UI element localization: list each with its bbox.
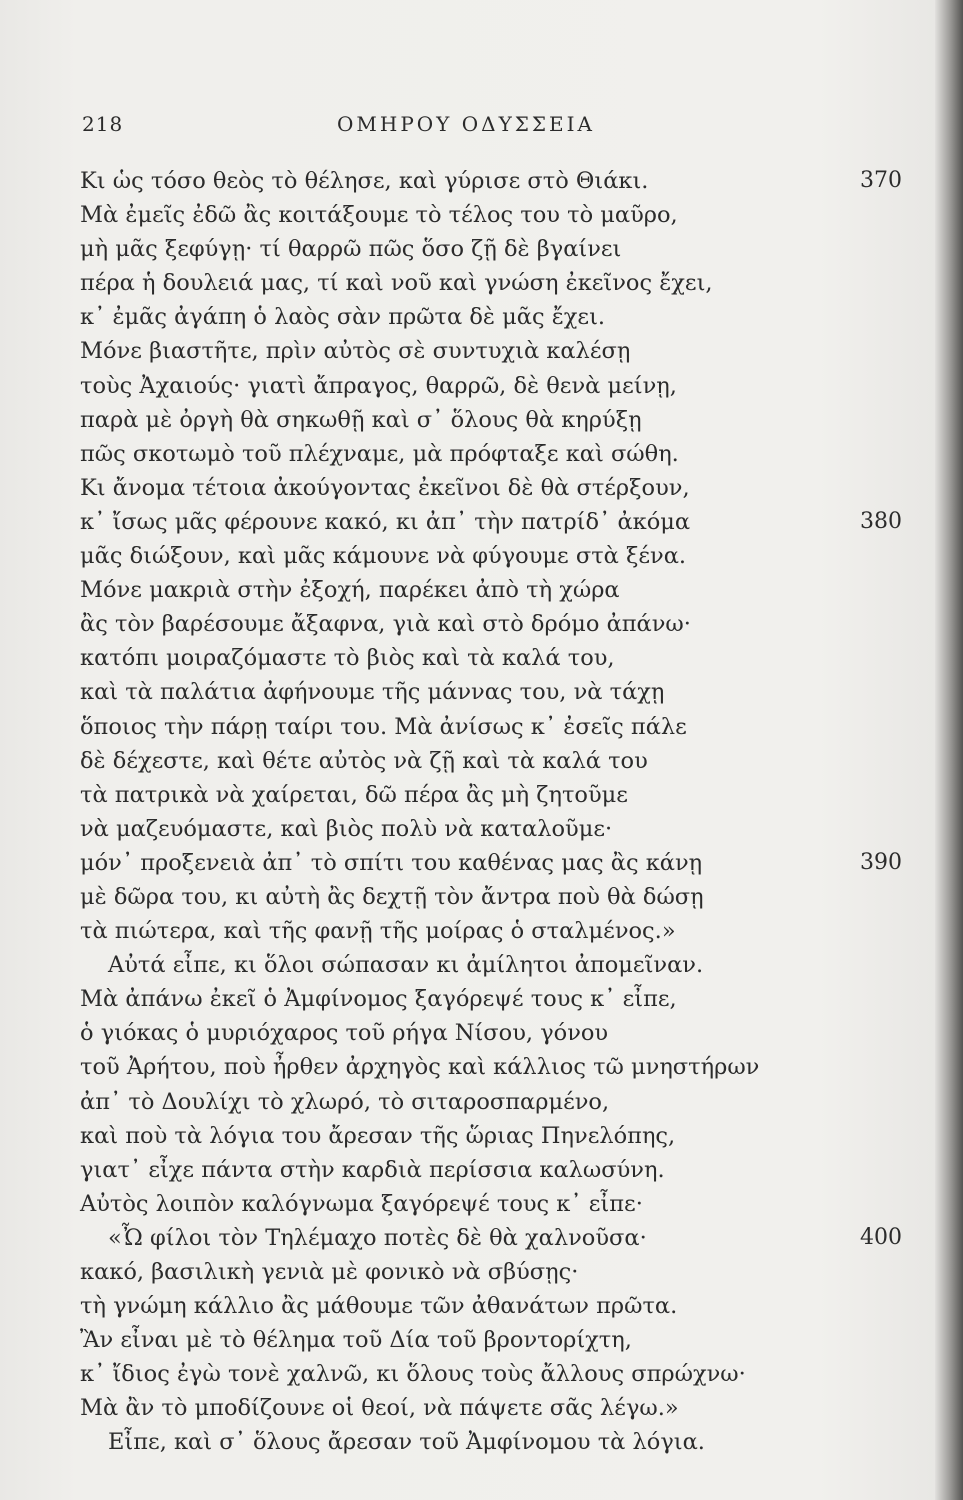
verse-text: γιατ᾽ εἶχε πάντα στὴν καρδιὰ περίσσια καλωσύνη.	[80, 1156, 665, 1183]
line-number: 370	[860, 168, 902, 193]
verse-text: παρὰ μὲ ὀργὴ θὰ σηκωθῇ καὶ σ᾽ ὅλους θὰ κηρύξῃ	[80, 406, 642, 433]
verse-line	[0, 1425, 935, 1459]
poem-text	[0, 164, 935, 1460]
page-header	[82, 112, 882, 146]
verse-line	[0, 1357, 935, 1391]
verse-text: κατόπι μοιραζόμαστε τὸ βιὸς καὶ τὰ καλά του,	[80, 645, 615, 672]
verse-line	[0, 914, 935, 948]
verse-line	[0, 778, 935, 812]
verse-text: πῶς σκοτωμὸ τοῦ πλέχναμε, μὰ πρόφταξε καὶ σώθη.	[80, 440, 679, 467]
verse-text: τὰ πατρικὰ νὰ χαίρεται, δῶ πέρα ἂς μὴ ζητοῦμε	[80, 781, 628, 808]
verse-line	[0, 812, 935, 846]
verse-text: τὰ πιώτερα, καὶ τῆς φανῇ τῆς μοίρας ὁ σταλμένος.»	[80, 918, 676, 945]
verse-line	[0, 880, 935, 914]
verse-line	[0, 539, 935, 573]
verse-line	[0, 164, 935, 198]
running-title: ΟΜΗΡΟΥ ΟΔΥΣΣΕΙΑ	[337, 112, 595, 136]
line-number: 390	[860, 849, 902, 875]
verse-line	[0, 846, 935, 880]
line-number: 380	[860, 508, 902, 534]
verse-text: πέρα ἡ δουλειά μας, τί καὶ νοῦ καὶ γνώση ἐκεῖνος ἔχει,	[80, 270, 713, 297]
verse-line	[0, 1391, 935, 1425]
verse-line	[0, 505, 935, 539]
verse-text: κ᾽ ἴδιος ἐγὼ τονὲ χαλνῶ, κι ὅλους τοὺς ἄλλους σπρώχνω·	[80, 1361, 746, 1388]
verse-text: ἂς τὸν βαρέσουμε ἄξαφνα, γιὰ καὶ στὸ δρόμο ἀπάνω·	[80, 611, 691, 638]
verse-text: κακό, βασιλικὴ γενιὰ μὲ φονικὸ νὰ σβύσῃς·	[80, 1259, 579, 1285]
verse-text: τοῦ Ἀρήτου, ποὺ ἦρθεν ἀρχηγὸς καὶ κάλλιος τῶ μνηστήρων	[80, 1054, 760, 1081]
verse-text: Κι ἄνομα τέτοια ἀκούγοντας ἐκεῖνοι δὲ θὰ στέρξουν,	[80, 474, 690, 501]
verse-text: τὴ γνώμη κάλλιο ἂς μάθουμε τῶν ἀθανάτων πρῶτα.	[80, 1293, 678, 1320]
page-number: 218	[82, 112, 124, 136]
verse-text: Ἂν εἶναι μὲ τὸ θέλημα τοῦ Δία τοῦ βροντορίχτη,	[80, 1327, 632, 1354]
verse-text: Μόνε βιαστῆτε, πρὶν αὐτὸς σὲ συντυχιὰ καλέσῃ	[80, 338, 631, 365]
verse-text: Εἶπε, καὶ σ᾽ ὅλους ἄρεσαν τοῦ Ἀμφίνομου τὰ λόγια.	[108, 1429, 705, 1456]
verse-line	[0, 1323, 935, 1357]
verse-line	[0, 710, 935, 744]
verse-line	[0, 641, 935, 675]
verse-text: ὁ γιόκας ὁ μυριόχαρος τοῦ ρήγα Νίσου, γόνου	[80, 1020, 609, 1047]
verse-line	[0, 300, 935, 334]
verse-line	[0, 573, 935, 607]
line-number: 400	[860, 1224, 902, 1250]
verse-text: καὶ ποὺ τὰ λόγια του ἄρεσαν τῆς ὥριας Πηνελόπης,	[80, 1122, 676, 1149]
verse-text: Μὰ ἀπάνω ἐκεῖ ὁ Ἀμφίνομος ξαγόρεψέ τους κ᾽ εἶπε,	[80, 986, 677, 1013]
verse-text: μᾶς διώξουν, καὶ μᾶς κάμουνε νὰ φύγουμε στὰ ξένα.	[80, 543, 687, 570]
book-spine-shadow	[935, 0, 963, 1500]
verse-text: Μὰ ἐμεῖς ἐδῶ ἂς κοιτάξουμε τὸ τέλος του τὸ μαῦρο,	[80, 202, 678, 229]
verse-text: κ᾽ ἴσως μᾶς φέρουνε κακό, κι ἀπ᾽ τὴν πατρίδ᾽ ἀκόμα	[80, 508, 691, 535]
verse-text: Μόνε μακριὰ στὴν ἐξοχή, παρέκει ἀπὸ τὴ χώρα	[80, 577, 620, 604]
verse-line	[0, 675, 935, 709]
verse-line	[0, 198, 935, 232]
verse-line	[0, 1119, 935, 1153]
verse-text: καὶ τὰ παλάτια ἀφήνουμε τῆς μάννας του, νὰ τάχῃ	[80, 679, 665, 706]
verse-text: Αὐτά εἶπε, κι ὅλοι σώπασαν κι ἀμίλητοι ἀπομεῖναν.	[108, 952, 704, 979]
verse-line	[0, 1221, 935, 1255]
verse-line	[0, 437, 935, 471]
verse-line	[0, 1289, 935, 1323]
verse-line	[0, 1187, 935, 1221]
verse-line	[0, 403, 935, 437]
verse-line	[0, 266, 935, 300]
verse-line	[0, 1085, 935, 1119]
verse-line	[0, 1050, 935, 1084]
verse-text: Αὐτὸς λοιπὸν καλόγνωμα ξαγόρεψέ τους κ᾽ εἶπε·	[80, 1190, 643, 1217]
verse-line	[0, 471, 935, 505]
verse-text: μὲ δῶρα του, κι αὐτὴ ἂς δεχτῇ τὸν ἄντρα ποὺ θὰ δώσῃ	[80, 883, 704, 910]
verse-text: «Ὦ φίλοι τὸν Τηλέμαχο ποτὲς δὲ θὰ χαλνοῦσα·	[108, 1224, 647, 1251]
verse-line	[0, 1255, 935, 1289]
verse-line	[0, 369, 935, 403]
verse-line	[0, 232, 935, 266]
verse-text: τοὺς Ἀχαιούς· γιατὶ ἄπραγος, θαρρῶ, δὲ θενὰ μείνῃ,	[80, 372, 677, 399]
verse-text: δὲ δέχεστε, καὶ θέτε αὐτὸς νὰ ζῇ καὶ τὰ καλά του	[80, 747, 648, 774]
verse-text: κ᾽ ἐμᾶς ἀγάπη ὁ λαὸς σὰν πρῶτα δὲ μᾶς ἔχει.	[80, 304, 606, 331]
verse-text: Μὰ ἂν τὸ μποδίζουνε οἱ θεοί, νὰ πάψετε σᾶς λέγω.»	[80, 1395, 679, 1422]
verse-line	[0, 1153, 935, 1187]
verse-line	[0, 948, 935, 982]
verse-line	[0, 1016, 935, 1050]
verse-text: νὰ μαζευόμαστε, καὶ βιὸς πολὺ νὰ καταλοῦμε·	[80, 815, 613, 842]
verse-text: ἀπ᾽ τὸ Δουλίχι τὸ χλωρό, τὸ σιταροσπαρμένο,	[80, 1088, 610, 1115]
verse-text: Κι ὡς τόσο θεὸς τὸ θέλησε, καὶ γύρισε στὸ Θιάκι.	[80, 168, 649, 194]
verse-line	[0, 334, 935, 368]
verse-text: ὅποιος τὴν πάρῃ ταίρι του. Μὰ ἀνίσως κ᾽ ἐσεῖς πάλε	[80, 713, 687, 740]
verse-line	[0, 744, 935, 778]
verse-text: μόν᾽ προξενειὰ ἀπ᾽ τὸ σπίτι του καθένας μας ἂς κάνῃ	[80, 849, 703, 876]
verse-line	[0, 607, 935, 641]
verse-line	[0, 982, 935, 1016]
verse-text: μὴ μᾶς ξεφύγῃ· τί θαρρῶ πῶς ὅσο ζῇ δὲ βγαίνει	[80, 236, 622, 263]
